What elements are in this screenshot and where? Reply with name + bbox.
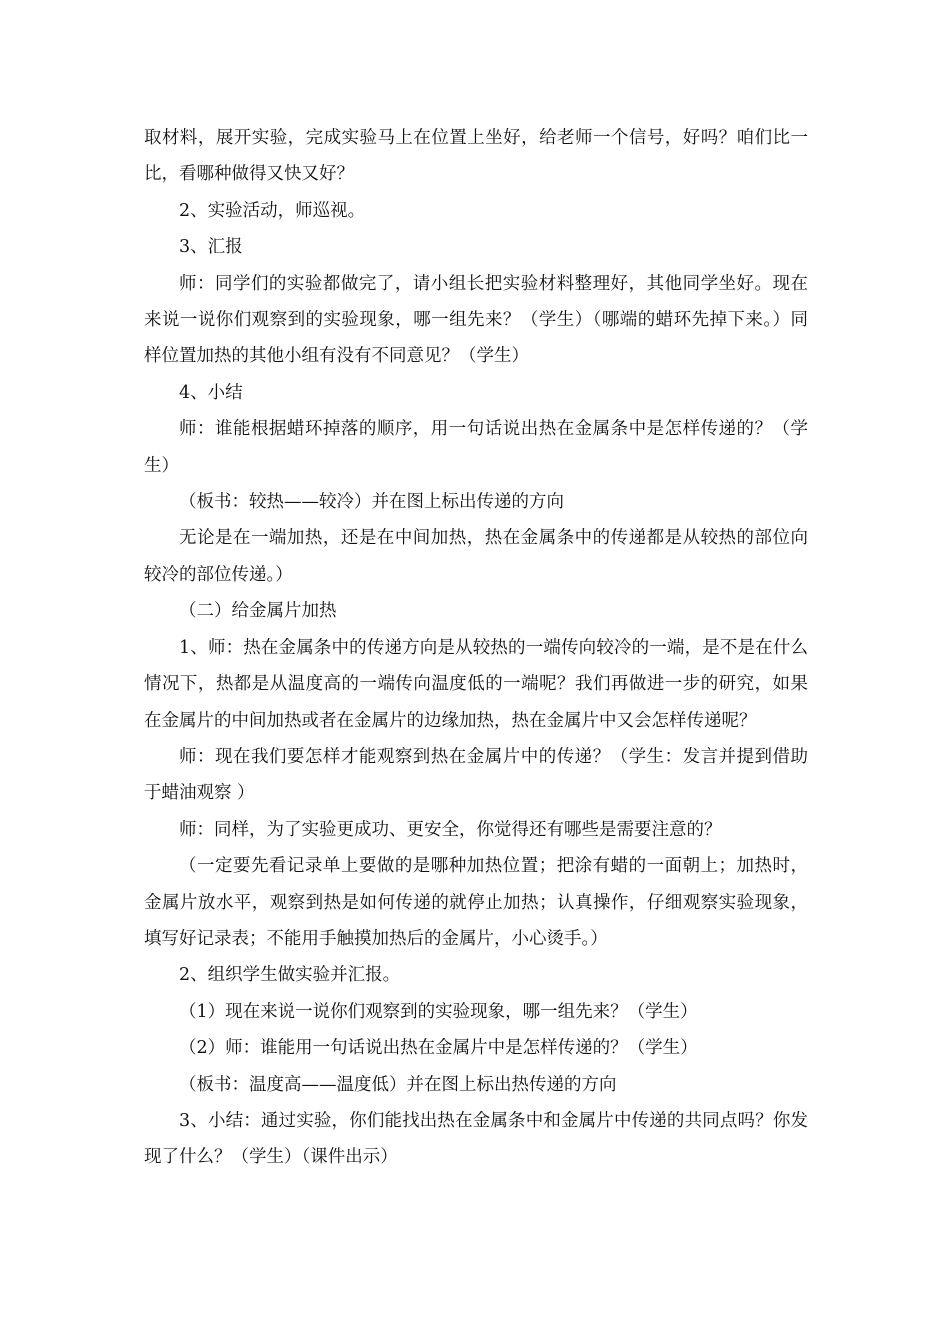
board-note-2: （板书：温度高——温度低）并在图上标出热传递的方向 <box>179 1074 617 1095</box>
paragraph-15: （1）现在来说一说你们观察到的实验现象，哪一组先来？（学生） <box>179 1001 698 1022</box>
paragraph-14: 2、组织学生做实验并汇报。 <box>179 965 401 986</box>
document-page <box>144 120 808 1176</box>
paragraph-4: 师：同学们的实验都做完了，请小组长把实验材料整理好，其他同学坐好。现在来说一说你们观察到的实验现象，哪一组先来？（学生）（哪端的蜡环先掉下来。）同样位置加热的其他小组有没有不同意见？（学生） <box>144 273 808 367</box>
section-heading-summary: 4、小结 <box>179 382 243 403</box>
section-heading-report: 3、汇报 <box>179 237 243 258</box>
board-note-1: （板书：较热——较冷）并在图上标出传递的方向 <box>179 492 564 513</box>
paragraph-8: 无论是在一端加热，还是在中间加热，热在金属条中的传递都是从较热的部位向较冷的部位传递。） <box>144 528 808 585</box>
paragraph-1: 取材料，展开实验，完成实验马上在位置上坐好，给老师一个信号，好吗？咱们比一比，看哪种做得又快又好？ <box>144 128 808 185</box>
paragraph-6: 师：谁能根据蜡环掉落的顺序，用一句话说出热在金属条中是怎样传递的？（学生） <box>144 419 808 476</box>
paragraph-11: 师：现在我们要怎样才能观察到热在金属片中的传递？（学生：发言并提到借助于蜡油观察 ） <box>144 746 808 804</box>
paragraph-10: 1、师：热在金属条中的传递方向是从较热的一端传向较冷的一端，是不是在什么情况下，热都是从温度高的一端传向温度低的一端呢？我们再做进一步的研究，如果在金属片的中间加热或者在金属片的边缘加热，热在金属片中又会怎样传递呢？ <box>144 637 808 731</box>
paragraph-18: 3、小结：通过实验，你们能找出热在金属条中和金属片中传递的共同点吗？你发现了什么？（学生）（课件出示） <box>144 1110 808 1168</box>
paragraph-13: （一定要先看记录单上要做的是哪种加热位置；把涂有蜡的一面朝上；加热时，金属片放水平，观察到热是如何传递的就停止加热；认真操作，仔细观察实验现象，填写好记录表；不能用手触摸加热后的金属片，小心烫手。） <box>144 856 808 949</box>
section-heading-metal-sheet: （二）给金属片加热 <box>179 601 337 622</box>
paragraph-16: （2）师：谁能用一句话说出热在金属片中是怎样传递的？（学生） <box>179 1038 698 1059</box>
paragraph-12: 师：同样，为了实验更成功、更安全，你觉得还有哪些是需要注意的？ <box>179 819 722 840</box>
paragraph-2: 2、实验活动，师巡视。 <box>179 200 366 221</box>
